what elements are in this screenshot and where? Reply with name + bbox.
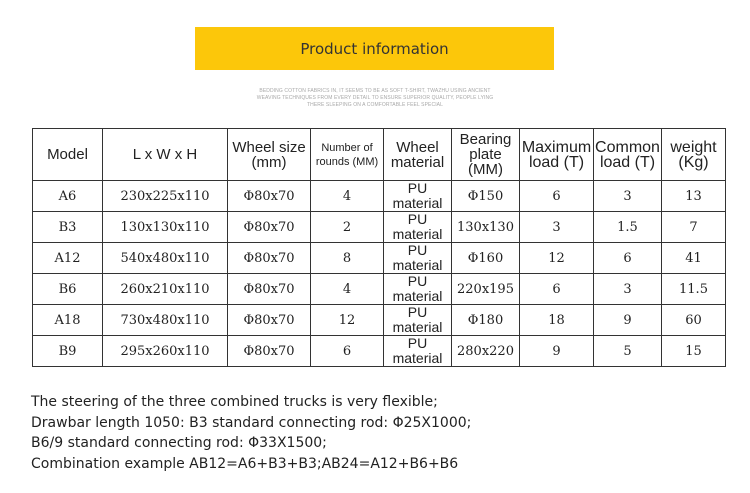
cell-bearing-plate: 130x130 (452, 212, 520, 243)
header-dimensions: L x W x H (103, 129, 228, 181)
cell-common-load: 5 (594, 336, 662, 367)
cell-max-load: 3 (520, 212, 594, 243)
cell-wheel-material: PU material (384, 305, 452, 336)
cell-weight: 13 (662, 181, 726, 212)
cell-common-load: 1.5 (594, 212, 662, 243)
cell-weight: 60 (662, 305, 726, 336)
cell-rounds: 4 (311, 181, 384, 212)
table-row (33, 274, 726, 305)
cell-common-load: 3 (594, 274, 662, 305)
table-row (33, 212, 726, 243)
header-bearing-plate: Bearing plate (MM) (452, 129, 520, 181)
cell-wheel-size: Φ80x70 (228, 305, 311, 336)
subtitle-line: WEAVING TECHNIQUES FROM EVERY DETAIL TO ENSURE SUPERIOR QUALITY, PEOPLE LYING (256, 95, 494, 101)
header-common-load: Common load (T) (594, 129, 662, 181)
cell-model: A12 (33, 243, 103, 274)
header-wheel-size: Wheel size (mm) (228, 129, 311, 181)
cell-model: B3 (33, 212, 103, 243)
cell-model: A6 (33, 181, 103, 212)
cell-wheel-material: PU material (384, 243, 452, 274)
header-model: Model (33, 129, 103, 181)
cell-rounds: 6 (311, 336, 384, 367)
cell-dimensions: 730x480x110 (103, 305, 228, 336)
cell-common-load: 9 (594, 305, 662, 336)
banner-title: Product information (300, 39, 449, 58)
cell-rounds: 12 (311, 305, 384, 336)
cell-max-load: 12 (520, 243, 594, 274)
cell-wheel-size: Φ80x70 (228, 181, 311, 212)
header-wheel-material: Wheel material (384, 129, 452, 181)
cell-wheel-size: Φ80x70 (228, 212, 311, 243)
note-line: Combination example AB12=A6+B3+B3;AB24=A12+B6+B6 (31, 455, 459, 472)
note-line: Drawbar length 1050: B3 standard connecting rod: Φ25X1000; (31, 414, 472, 431)
table-row (33, 181, 726, 212)
subtitle-line: BEDDING COTTON FABRICS IN, IT SEEMS TO BE AS SOFT T-SHIRT, TWAZHU USING ANCIENT (259, 88, 491, 94)
table-header-row (33, 129, 726, 181)
cell-rounds: 4 (311, 274, 384, 305)
cell-max-load: 6 (520, 274, 594, 305)
cell-common-load: 6 (594, 243, 662, 274)
cell-bearing-plate: 220x195 (452, 274, 520, 305)
cell-bearing-plate: 280x220 (452, 336, 520, 367)
cell-weight: 7 (662, 212, 726, 243)
cell-rounds: 2 (311, 212, 384, 243)
subtitle-text (240, 88, 510, 109)
cell-wheel-material: PU material (384, 212, 452, 243)
cell-bearing-plate: Φ150 (452, 181, 520, 212)
notes-block (31, 392, 471, 474)
cell-dimensions: 130x130x110 (103, 212, 228, 243)
table-row (33, 305, 726, 336)
table-row (33, 336, 726, 367)
cell-model: B6 (33, 274, 103, 305)
cell-dimensions: 295x260x110 (103, 336, 228, 367)
product-info-banner (195, 27, 554, 70)
cell-wheel-size: Φ80x70 (228, 336, 311, 367)
cell-weight: 15 (662, 336, 726, 367)
cell-rounds: 8 (311, 243, 384, 274)
cell-bearing-plate: Φ180 (452, 305, 520, 336)
cell-dimensions: 260x210x110 (103, 274, 228, 305)
cell-weight: 11.5 (662, 274, 726, 305)
cell-max-load: 18 (520, 305, 594, 336)
cell-model: A18 (33, 305, 103, 336)
cell-dimensions: 540x480x110 (103, 243, 228, 274)
cell-bearing-plate: Φ160 (452, 243, 520, 274)
cell-wheel-size: Φ80x70 (228, 243, 311, 274)
cell-max-load: 9 (520, 336, 594, 367)
note-line: The steering of the three combined trucks is very flexible; (31, 394, 438, 410)
header-rounds: Number of rounds (MM) (311, 129, 384, 181)
header-weight: weight (Kg) (662, 129, 726, 181)
cell-wheel-material: PU material (384, 336, 452, 367)
cell-wheel-size: Φ80x70 (228, 274, 311, 305)
cell-max-load: 6 (520, 181, 594, 212)
cell-model: B9 (33, 336, 103, 367)
cell-wheel-material: PU material (384, 181, 452, 212)
note-line: B6/9 standard connecting rod: Φ33X1500; (31, 435, 327, 451)
cell-common-load: 3 (594, 181, 662, 212)
cell-weight: 41 (662, 243, 726, 274)
cell-wheel-material: PU material (384, 274, 452, 305)
specs-table (32, 128, 726, 367)
subtitle-line: THERE SLEEPING ON A COMFORTABLE FEEL SPECIAL (306, 102, 443, 108)
header-max-load: Maximum load (T) (520, 129, 594, 181)
cell-dimensions: 230x225x110 (103, 181, 228, 212)
table-row (33, 243, 726, 274)
